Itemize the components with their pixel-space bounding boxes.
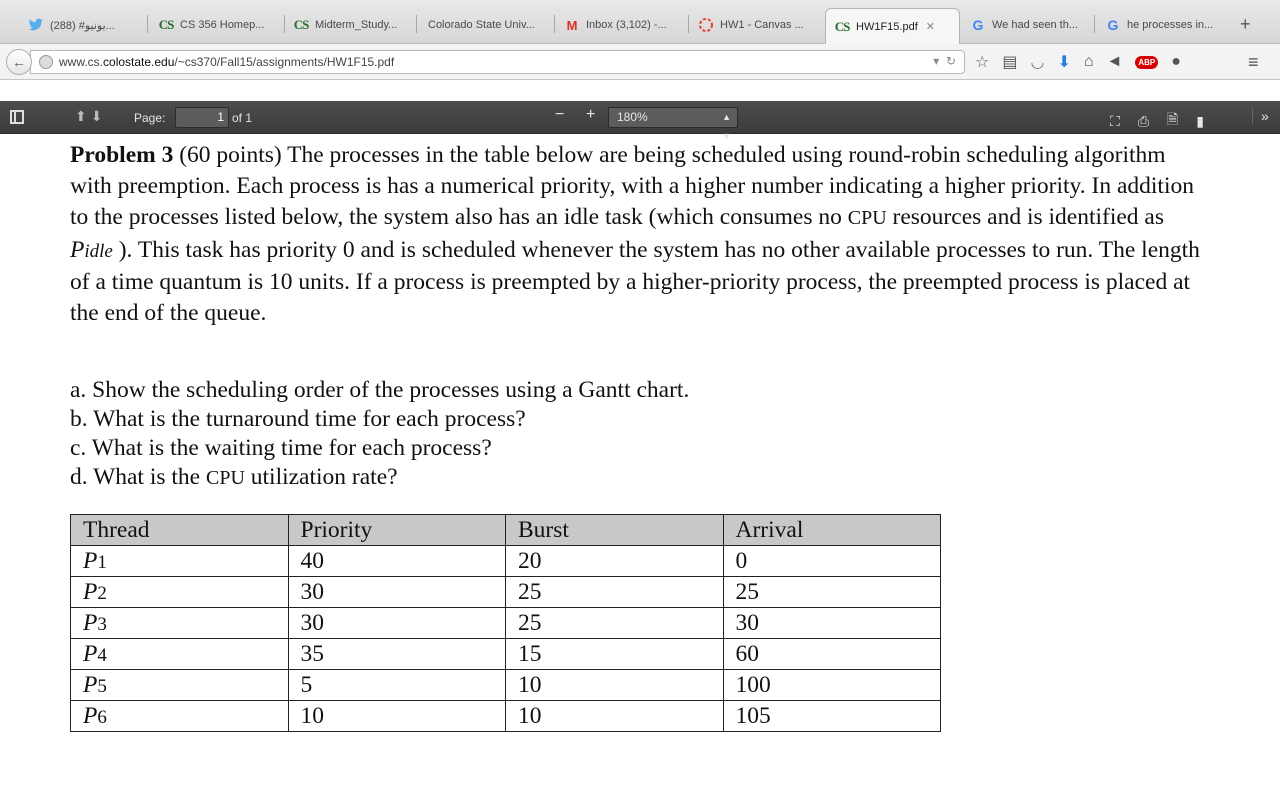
priority-cell: 5 [288, 670, 506, 701]
url-prefix: www.cs. [59, 55, 104, 69]
url-host: colostate.edu [103, 55, 175, 69]
tab-label: (288) #يونيو... [50, 19, 115, 32]
tab-canvas-hw1[interactable] [690, 8, 823, 42]
next-page-icon[interactable]: ⬇ [90, 108, 107, 124]
hamburger-menu-icon[interactable]: ≡ [1248, 52, 1259, 72]
table-body [71, 546, 941, 732]
thread-letter: P [83, 547, 98, 574]
pdf-action-icons [1110, 109, 1204, 133]
priority-cell: 35 [288, 639, 506, 670]
priority-cell: 30 [288, 608, 506, 639]
url-path: /~cs370/Fall15/assignments/HW1F15.pdf [174, 55, 395, 69]
gmail-icon: M [566, 17, 578, 33]
save-icon[interactable]: 🗎 [1167, 111, 1179, 127]
thread-letter: P [83, 609, 98, 636]
problem-title: Problem 3 [70, 142, 174, 168]
back-arrow-icon: ← [12, 54, 26, 70]
thread-letter: P [83, 671, 98, 698]
tab-hw1f15-pdf[interactable] [825, 8, 960, 44]
header-thread: Thread [71, 515, 289, 546]
close-tab-icon[interactable]: ✕ [925, 21, 935, 33]
google-icon: G [972, 17, 984, 33]
tab-separator [688, 15, 689, 33]
tools-chevron-icon[interactable]: » [1252, 108, 1269, 124]
thread-cell [71, 670, 289, 701]
tab-label: Midterm_Study... [315, 19, 398, 31]
burst-cell: 10 [506, 701, 724, 732]
bookmark-icon[interactable]: ▮ [1196, 112, 1204, 129]
thread-letter: P [83, 640, 98, 667]
priority-cell: 40 [288, 546, 506, 577]
problem-statement [70, 140, 1210, 329]
navigation-bar [0, 44, 1280, 80]
burst-cell: 10 [506, 670, 724, 701]
sidebar-toggle-icon[interactable] [10, 110, 24, 124]
zoom-value: 180% [617, 110, 648, 124]
table-row [71, 639, 941, 670]
pdf-toolbar [0, 101, 1280, 141]
thread-number: 1 [97, 551, 107, 573]
header-arrival: Arrival [723, 515, 941, 546]
problem-text-1: (60 points) The processes in the table below are being scheduled using round-robin scheduling algorithm with preemption. Each process is has a numerical priority, with a higher number indicating a higher priority. In addition to the processes listed below, the system also has an idle task (which consumes no [70, 142, 1194, 231]
chat-bubble-icon[interactable]: ● [1171, 53, 1181, 70]
problem-text-2: resources and is identified as [886, 204, 1164, 231]
thread-number: 5 [97, 675, 107, 697]
new-tab-button[interactable]: + [1240, 14, 1251, 34]
burst-cell: 25 [506, 608, 724, 639]
tab-label: We had seen th... [992, 19, 1079, 31]
tab-separator [554, 15, 555, 33]
table-row [71, 701, 941, 732]
tab-twitter[interactable] [20, 8, 148, 42]
priority-cell: 10 [288, 701, 506, 732]
tab-colorado-state[interactable] [420, 8, 555, 42]
priority-cell: 30 [288, 577, 506, 608]
tab-gmail-inbox[interactable] [556, 8, 689, 42]
cs-logo-icon: CS [834, 18, 850, 34]
tab-label: HW1F15.pdf [856, 20, 918, 33]
canvas-icon [698, 17, 714, 33]
thread-number: 4 [97, 644, 107, 666]
burst-cell: 15 [506, 639, 724, 670]
tab-label: HW1 - Canvas ... [720, 19, 804, 31]
arrival-cell: 105 [723, 701, 941, 732]
idle-p: P [70, 236, 85, 263]
globe-icon [39, 55, 53, 69]
thread-letter: P [83, 578, 98, 605]
google-icon: G [1107, 17, 1119, 33]
tab-label: Inbox (3,102) -... [586, 19, 667, 31]
question-c: c. What is the waiting time for each process? [70, 435, 492, 461]
updown-chevron-icon: ▲ ▼ [722, 112, 731, 141]
page-nav-arrows[interactable] [75, 108, 106, 125]
thread-cell [71, 608, 289, 639]
previous-page-icon[interactable]: ⬆ [75, 108, 91, 124]
tab-separator [147, 15, 148, 33]
question-a: a. Show the scheduling order of the processes using a Gantt chart. [70, 377, 690, 403]
question-d-text: d. What is the [70, 464, 206, 490]
idle-task-symbol [70, 237, 113, 263]
thread-number: 2 [97, 582, 107, 604]
table-row [71, 608, 941, 639]
thread-number: 3 [97, 613, 107, 635]
arrival-cell: 0 [723, 546, 941, 577]
table-row [71, 670, 941, 701]
header-priority: Priority [288, 515, 506, 546]
presentation-mode-icon[interactable]: ⛶ [1110, 112, 1120, 129]
zoom-out-button[interactable]: − [555, 106, 565, 123]
cpu-abbrev: CPU [205, 467, 245, 489]
tab-google-search-1[interactable] [962, 8, 1095, 42]
pocket-icon[interactable]: ◡ [1030, 54, 1045, 71]
page-count: of 1 [232, 111, 253, 125]
send-icon[interactable]: ◄ [1106, 53, 1123, 70]
reload-icon[interactable]: ▾ ↻ [933, 54, 956, 68]
tab-separator [1094, 15, 1095, 33]
question-b: b. What is the turnaround time for each process? [70, 406, 526, 432]
zoom-select[interactable] [608, 107, 738, 141]
cs-logo-icon: CS [293, 17, 309, 32]
thread-cell [71, 546, 289, 577]
adblock-plus-icon[interactable]: ABP [1135, 56, 1158, 69]
tab-google-search-2[interactable] [1097, 8, 1230, 42]
tab-separator [416, 15, 417, 33]
print-icon[interactable]: ⎙ [1137, 112, 1150, 129]
tab-label: he processes in... [1127, 19, 1214, 31]
header-burst: Burst [506, 515, 724, 546]
pdf-page [70, 140, 1210, 490]
tab-label: CS 356 Homep... [180, 19, 265, 31]
table-row [71, 577, 941, 608]
thread-cell [71, 639, 289, 670]
thread-cell [71, 577, 289, 608]
page-number-input[interactable]: 1 [175, 107, 229, 128]
burst-cell: 25 [506, 577, 724, 608]
tab-strip [0, 0, 1280, 44]
question-d [70, 463, 689, 493]
toolbar-icons [975, 52, 1181, 72]
process-table [70, 514, 941, 732]
thread-cell [71, 701, 289, 732]
tab-cs356-homepage[interactable] [150, 8, 285, 42]
home-icon[interactable]: ⌂ [1083, 53, 1094, 70]
cs-logo-icon: CS [158, 17, 174, 32]
download-icon[interactable]: ⬇ [1057, 54, 1071, 71]
zoom-in-button[interactable]: + [586, 106, 596, 123]
cpu-abbrev: CPU [847, 207, 887, 230]
question-list [70, 376, 689, 493]
url-bar[interactable] [30, 50, 965, 74]
thread-letter: P [83, 702, 98, 729]
back-button[interactable] [6, 49, 32, 75]
bookmark-star-icon[interactable]: ☆ [975, 54, 990, 71]
idle-subscript: idle [84, 240, 113, 262]
tab-label: Colorado State Univ... [428, 19, 535, 31]
problem-text-3: ). This task has priority 0 and is scheduled whenever the system has no other available processes to run. The length of a time quantum is 10 units. If a process is preempted by a higher-priority process, the preempted process is placed at the end of the queue. [70, 236, 1200, 327]
arrival-cell: 100 [723, 670, 941, 701]
arrival-cell: 25 [723, 577, 941, 608]
question-d-text-end: utilization rate? [244, 464, 398, 490]
table-header-row [71, 515, 941, 546]
burst-cell: 20 [506, 546, 724, 577]
page-label: Page: [134, 111, 166, 125]
arrival-cell: 60 [723, 639, 941, 670]
twitter-bird-icon [28, 17, 44, 33]
tab-midterm-study[interactable] [285, 8, 417, 42]
table-row [71, 546, 941, 577]
thread-number: 6 [97, 706, 107, 728]
reading-list-icon[interactable]: ▤ [1002, 54, 1018, 71]
arrival-cell: 30 [723, 608, 941, 639]
